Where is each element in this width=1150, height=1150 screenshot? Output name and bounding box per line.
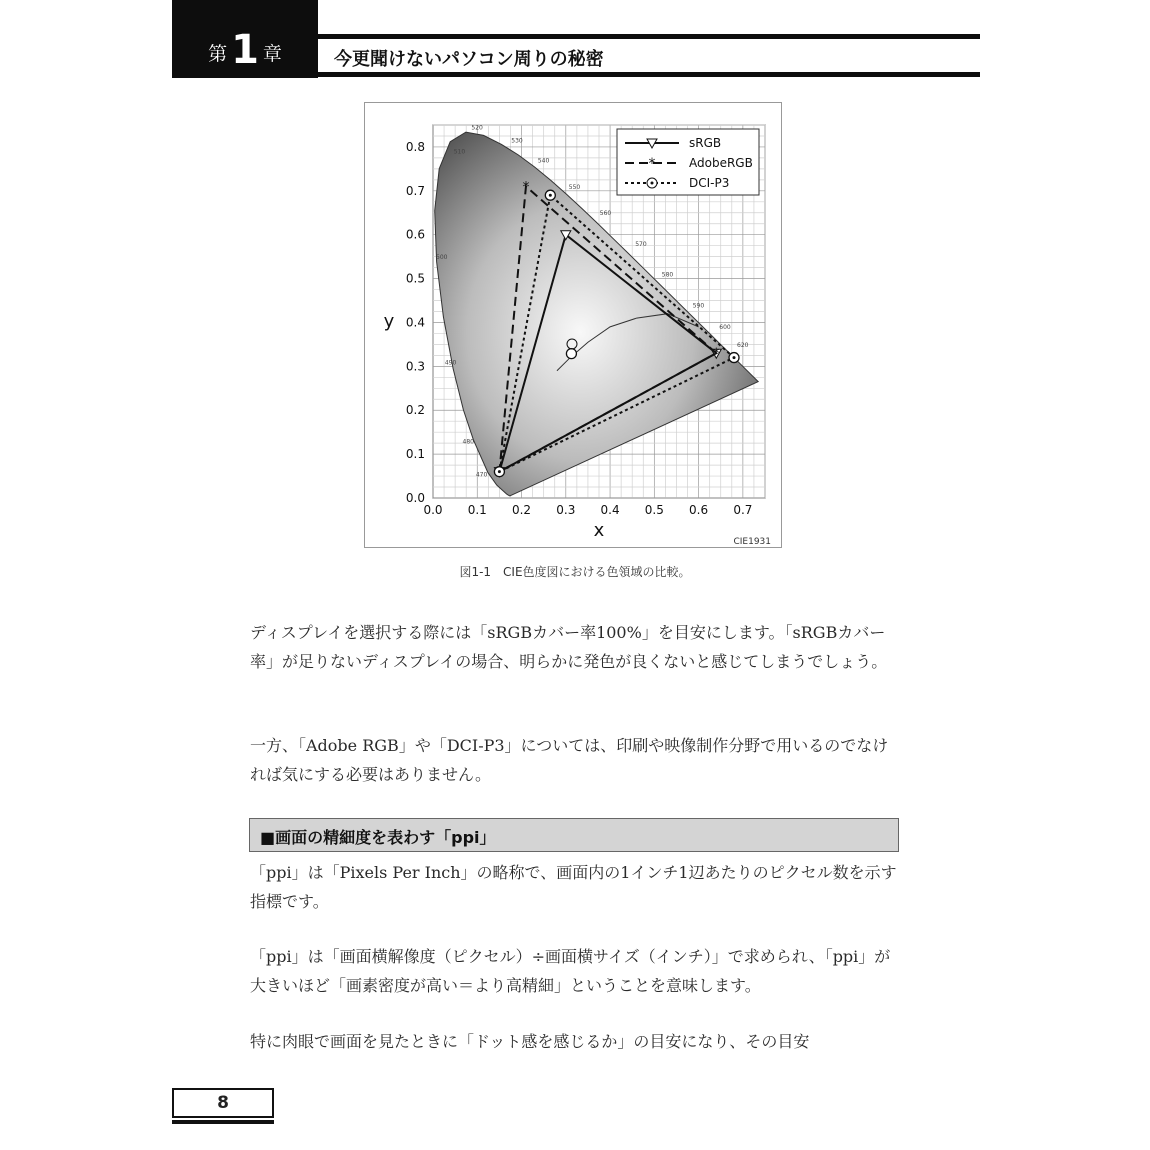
paragraph-2: 一方、「Adobe RGB」や「DCI-P3」については、印刷や映像制作分野で用いるのでなければ気にする必要はありません。 <box>250 736 889 784</box>
x-tick-label: 0.5 <box>644 503 664 517</box>
wavelength-label: 500 <box>436 254 448 262</box>
y-tick-label: 0.8 <box>405 139 425 154</box>
x-tick-label: 0.2 <box>511 503 532 517</box>
y-tick-label: 0.0 <box>405 491 425 505</box>
wavelength-label: 560 <box>599 210 612 218</box>
chapter-label <box>172 0 318 78</box>
chapter-prefix: 第 <box>208 43 228 65</box>
chart-footnote: CIE1931 <box>733 537 771 547</box>
wavelength-label: 510 <box>453 148 466 156</box>
y-tick-label: 0.2 <box>405 403 425 418</box>
legend-label: sRGB <box>689 136 722 150</box>
marker-dcip3-dot <box>549 194 552 197</box>
y-tick-label: 0.7 <box>405 183 425 198</box>
y-axis-label: y <box>383 310 395 332</box>
wavelength-label: 590 <box>692 302 705 310</box>
x-axis-label: x <box>593 520 605 541</box>
y-tick-label: 0.5 <box>405 271 425 286</box>
paragraph-5: 特に肉眼で画面を見たときに「ドット感を感じるか」の目安になり、その目安 <box>250 1032 810 1051</box>
page-number-rule <box>172 1120 274 1124</box>
wavelength-label: 490 <box>444 359 457 367</box>
wavelength-label: 470 <box>475 471 488 479</box>
y-tick-label: 0.6 <box>405 227 425 242</box>
marker-dcip3-dot <box>498 470 501 473</box>
legend-marker-dot <box>651 182 654 185</box>
paragraph-1: ディスプレイを選択する際には「sRGBカバー率100%」を目安にします。「sRGBカバー率」が足りないディスプレイの場合、明らかに発色が良くないと感じてしまうでしょう。 <box>250 623 888 671</box>
marker-adobergb: * <box>522 179 530 196</box>
y-tick-label: 0.4 <box>405 315 425 330</box>
header-rule-bottom <box>318 72 980 77</box>
legend-label: AdobeRGB <box>689 156 753 170</box>
wavelength-label: 540 <box>537 157 550 165</box>
chapter-number: 1 <box>231 27 259 73</box>
x-tick-label: 0.7 <box>733 503 753 517</box>
x-tick-label: 0.4 <box>600 503 620 517</box>
x-tick-label: 0.3 <box>556 503 576 517</box>
wavelength-label: 570 <box>635 240 647 248</box>
header-rule-top <box>318 34 980 39</box>
wavelength-label: 580 <box>661 271 674 279</box>
chapter-title: 今更聞けないパソコン周りの秘密 <box>334 49 604 70</box>
wavelength-label: 600 <box>719 324 731 332</box>
wavelength-label: 520 <box>471 124 483 132</box>
marker-adobergb: * <box>712 346 720 363</box>
x-tick-label: 0.0 <box>423 503 443 517</box>
wavelength-label: 550 <box>568 183 581 191</box>
page-number: 8 <box>172 1088 274 1118</box>
white-point-d65 <box>566 349 576 359</box>
figure-frame <box>364 102 782 548</box>
section-heading: ■画面の精細度を表わす「ppi」 <box>249 818 899 852</box>
paragraph-3: 「ppi」は「Pixels Per Inch」の略称で、画面内の1インチ1辺あたりのピクセル数を示す指標です。 <box>250 863 897 911</box>
wavelength-label: 530 <box>511 137 523 145</box>
y-tick-label: 0.1 <box>405 447 425 462</box>
x-tick-label: 0.1 <box>467 503 487 517</box>
marker-dcip3-dot <box>733 356 736 359</box>
paragraph-4: 「ppi」は「画面横解像度（ピクセル）÷画面横サイズ（インチ）」で求められ、「ppi」が大きいほど「画素密度が高い＝より高精細」ということを意味します。 <box>250 947 891 995</box>
cie-chart <box>365 103 781 547</box>
wavelength-label: 480 <box>462 438 475 446</box>
legend-marker: * <box>648 156 656 172</box>
chapter-suffix: 章 <box>262 43 282 65</box>
wavelength-label: 620 <box>737 341 749 349</box>
x-tick-label: 0.6 <box>689 503 709 517</box>
y-tick-label: 0.3 <box>405 359 425 374</box>
figure-caption: 図1-1 CIE色度図における色領域の比較。 <box>459 565 691 579</box>
legend-label: DCI-P3 <box>689 176 730 190</box>
